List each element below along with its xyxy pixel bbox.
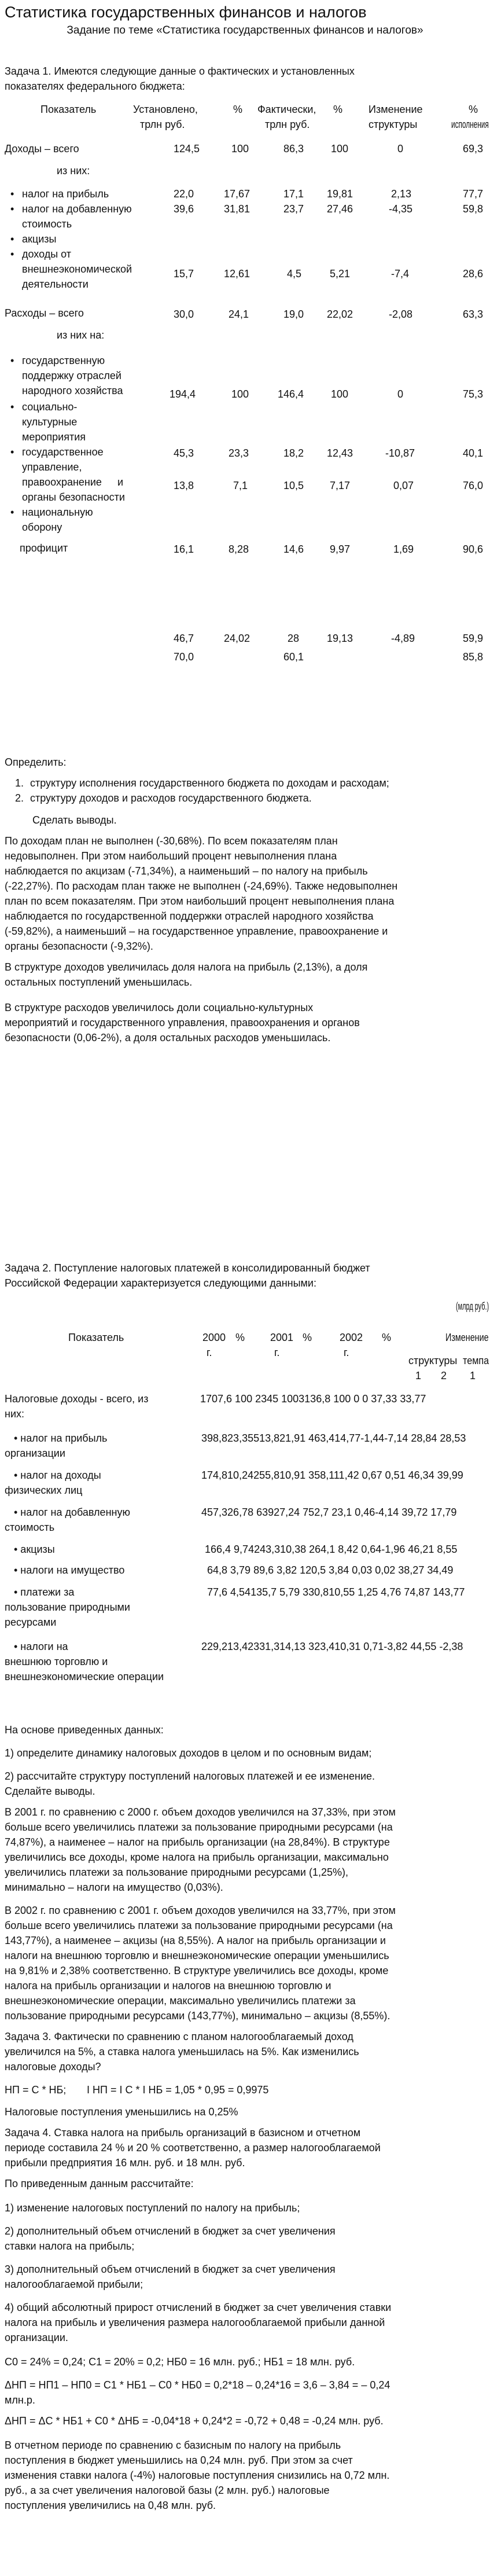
t1-vat-c6: -4,35 bbox=[389, 203, 413, 215]
task4-conclusion-line4: руб., а за счет увеличения налоговой базы (2 млн. руб.) налоговые bbox=[5, 2485, 330, 2496]
t1-header-pct-1: % bbox=[233, 104, 243, 115]
task4-conclusion-line1: В отчетном периоде по сравнению с базисным по налогу на прибыль bbox=[5, 2439, 341, 2451]
t2-p2-line1: В 2002 г. по сравнению с 2001 г. объем доходов увеличился на 33,77%, при этом bbox=[5, 1905, 396, 1916]
t2-row0-label2: них: bbox=[5, 1408, 24, 1420]
t1-admin-label2: управление, bbox=[22, 461, 82, 473]
t1-extra1-c4: 28 bbox=[288, 633, 300, 644]
task4-calc1: ΔНП = НП1 – НП0 = С1 * НБ1 – С0 * НБ0 = 0,2*18 – 0,24*16 = 3,6 – 3,84 = – 0,24 bbox=[5, 2379, 390, 2391]
t1-income-c6: 0 bbox=[397, 143, 404, 155]
t1-conclude: Сделать выводы. bbox=[32, 814, 117, 826]
t1-support-c2: 194,4 bbox=[170, 388, 196, 400]
t1-header-pct-2: % bbox=[333, 104, 343, 115]
task3-formula1: НП = С * НБ; bbox=[5, 2084, 67, 2096]
t2-row7-values: 229,213,42331,314,13 323,410,31 0,71-3,82 44,55 -2,38 bbox=[201, 1641, 463, 1652]
t1-admin-c7b: 76,0 bbox=[463, 480, 484, 491]
t1-income-c4: 86,3 bbox=[283, 143, 304, 155]
task3-intro-line2: увеличился на 5%, а ставка налога уменьшилась на 5%. Как изменились bbox=[5, 2046, 359, 2057]
t2-header-structure: структуры bbox=[408, 1355, 458, 1366]
t1-customs-label3: деятельности bbox=[22, 278, 89, 290]
t1-income-sub: из них: bbox=[57, 165, 90, 177]
t1-expenses-c5: 22,02 bbox=[327, 308, 353, 320]
t1-header-exec-2: исполнения bbox=[451, 119, 489, 130]
t2-row3-label2: стоимость bbox=[5, 1522, 55, 1533]
t1-expenses-c3: 24,1 bbox=[229, 308, 249, 320]
t1-support-c3: 100 bbox=[231, 388, 249, 400]
task2-unit: (млрд руб.) bbox=[456, 1300, 489, 1312]
t1-admin-c4a: 18,2 bbox=[283, 447, 304, 459]
t2-row1-label1: • налог на прибыль bbox=[14, 1432, 108, 1444]
t1-admin-c3a: 23,3 bbox=[229, 447, 249, 459]
t2-row1-values: 398,823,35513,821,91 463,414,77-1,44-7,14 28,84 28,53 bbox=[201, 1432, 466, 1444]
t1-header-change-1: Изменение bbox=[369, 104, 423, 115]
t1-customs-c2: 15,7 bbox=[174, 268, 194, 280]
t2-header-2001: 2001 bbox=[270, 1332, 294, 1343]
t2-row2-label2: физических лиц bbox=[5, 1484, 83, 1496]
task4-conclusion-line5: поступления увеличились на 0,48 млн. руб. bbox=[5, 2500, 216, 2511]
t1-vat-c2: 39,6 bbox=[174, 203, 194, 215]
t1-p3-line3: безопасности (0,06-2%), а доля остальных расходов уменьшилась. bbox=[5, 1032, 331, 1043]
t1-social-label2: культурные bbox=[22, 416, 78, 428]
t2-row0-label1: Налоговые доходы - всего, из bbox=[5, 1393, 149, 1405]
t1-support-c7: 75,3 bbox=[463, 388, 484, 400]
task2-intro-line1: Задача 2. Поступление налоговых платежей в консолидированный бюджет bbox=[5, 1262, 370, 1274]
task4-conclusion-line2: поступления в бюджет уменьшились на 0,24 млн. руб. При этом за счет bbox=[5, 2454, 353, 2466]
task4-c4b: налога на прибыль и увеличения размера налогооблагаемой прибыли данной bbox=[5, 2317, 385, 2328]
bullet-icon: • bbox=[10, 446, 14, 458]
task4-conclusion-line3: изменения ставки налога (-4%) налоговые поступления снизились на 0,72 млн. bbox=[5, 2470, 390, 2481]
t1-header-planned-2: трлн руб. bbox=[140, 119, 185, 130]
task4-c3b: налогооблагаемой прибыли; bbox=[5, 2279, 143, 2290]
t1-surplus-c5: 9,97 bbox=[330, 543, 351, 555]
t1-surplus-c4: 14,6 bbox=[283, 543, 304, 555]
t2-p1-line2: больше всего увеличились платежи за пользование природными ресурсами (на bbox=[5, 1821, 393, 1833]
t2-header-indicator: Показатель bbox=[68, 1332, 124, 1343]
t2-p2-line2: больше всего увеличились платежи за пользование природными ресурсами (на bbox=[5, 1920, 393, 1931]
t1-list-num-2: 2. bbox=[15, 792, 24, 804]
t1-extra1-c2: 46,7 bbox=[174, 633, 194, 644]
t2-p1-line5: увеличились платежи за пользование природными ресурсами (1,25%), bbox=[5, 1866, 349, 1878]
task4-c4c: организации. bbox=[5, 2332, 68, 2343]
t2-q2b: Сделайте выводы. bbox=[5, 1785, 95, 1797]
t1-expenses-c2: 30,0 bbox=[174, 308, 194, 320]
t2-row1-label2: организации bbox=[5, 1447, 65, 1459]
t2-header-change: Изменение bbox=[445, 1332, 489, 1343]
t2-row4-values: 166,4 9,74243,310,38 264,1 8,42 0,64-1,96 46,21 8,55 bbox=[205, 1544, 458, 1555]
t1-admin-label1: государственное bbox=[22, 446, 104, 458]
t1-admin-c2a: 45,3 bbox=[174, 447, 194, 459]
t1-income-c2: 124,5 bbox=[174, 143, 200, 155]
t1-expenses-sub: из них на: bbox=[57, 329, 105, 341]
t2-based-on: На основе приведенных данных: bbox=[5, 1724, 164, 1736]
t1-admin-c5a: 12,43 bbox=[327, 447, 353, 459]
t1-header-actual-1: Фактически, bbox=[257, 104, 316, 115]
task4-intro-line1: Задача 4. Ставка налога на прибыль организаций в базисном и отчетном bbox=[5, 2127, 361, 2138]
t1-customs-c3: 12,61 bbox=[224, 268, 250, 280]
t1-extra1-c3: 24,02 bbox=[224, 633, 250, 644]
t1-vat-label1: налог на добавленную bbox=[22, 203, 132, 215]
t1-vat-c3: 31,81 bbox=[224, 203, 250, 215]
t2-row7-label1: • налоги на bbox=[14, 1641, 68, 1652]
t1-customs-c7: 28,6 bbox=[463, 268, 484, 280]
t1-profit-label: налог на прибыль bbox=[22, 188, 109, 200]
t2-p2-line5: на 9,81% и 2,38% соответственно. В структуре увеличились все доходы, кроме bbox=[5, 1965, 389, 1976]
t1-income-label: Доходы – всего bbox=[5, 143, 79, 155]
t2-row3-values: 457,326,78 63927,24 752,7 23,1 0,46-4,14 39,72 17,79 bbox=[201, 1506, 457, 1518]
t2-row3-label1: • налог на добавленную bbox=[14, 1506, 130, 1518]
t1-admin-c6a: -10,87 bbox=[385, 447, 415, 459]
t2-p1-line6: минимально – налоги на имущество (0,03%). bbox=[5, 1882, 223, 1893]
t1-header-exec-1: % bbox=[469, 104, 478, 115]
t1-list-item-1: структуру исполнения государственного бюджета по доходам и расходам; bbox=[30, 777, 389, 789]
t2-row5-label1: • налоги на имущество bbox=[14, 1564, 125, 1576]
t1-admin-c4b: 10,5 bbox=[283, 480, 304, 491]
bullet-icon: • bbox=[10, 355, 14, 366]
task1-intro-line1: Задача 1. Имеются следующие данные о фактических и установленных bbox=[5, 65, 355, 77]
t1-determine: Определить: bbox=[5, 756, 67, 768]
task4-intro-line2: периоде составила 24 % и 20 % соответственно, а размер налогооблагаемой bbox=[5, 2142, 381, 2154]
bullet-icon: • bbox=[10, 203, 14, 215]
t1-profit-c6: 2,13 bbox=[391, 188, 412, 200]
t1-header-planned-1: Установлено, bbox=[133, 104, 198, 115]
t1-profit-c5: 19,81 bbox=[327, 188, 353, 200]
t1-social-label3: мероприятия bbox=[22, 431, 86, 443]
t2-header-n2: 2 bbox=[441, 1370, 447, 1381]
t1-admin-c6b: 0,07 bbox=[393, 480, 414, 491]
t2-p2-line6: налога на прибыль организации и налогов на внешнюю торговлю и bbox=[5, 1980, 331, 1991]
t1-social-label1: социально- bbox=[22, 401, 78, 413]
t2-row4-label1: • акцизы bbox=[14, 1544, 55, 1555]
t1-customs-label1: доходы от bbox=[22, 248, 72, 260]
t1-extra1-c5: 19,13 bbox=[327, 633, 353, 644]
t2-p1-line1: В 2001 г. по сравнению с 2000 г. объем доходов увеличился на 37,33%, при этом bbox=[5, 1806, 396, 1818]
t1-expenses-c4: 19,0 bbox=[283, 308, 304, 320]
t1-extra2-c7: 85,8 bbox=[463, 651, 484, 663]
bullet-icon: • bbox=[10, 248, 14, 260]
t1-list-item-2: структуру доходов и расходов государственного бюджета. bbox=[30, 792, 312, 804]
t1-profit-c2: 22,0 bbox=[174, 188, 194, 200]
t1-income-c7: 69,3 bbox=[463, 143, 484, 155]
t1-customs-c6: -7,4 bbox=[391, 268, 410, 280]
t1-extra1-c6: -4,89 bbox=[391, 633, 415, 644]
task4-c2b: ставки налога на прибыль; bbox=[5, 2240, 135, 2252]
t1-expenses-label: Расходы – всего bbox=[5, 307, 84, 319]
task4-c2a: 2) дополнительный объем отчислений в бюджет за счет увеличения bbox=[5, 2225, 336, 2237]
t2-q2a: 2) рассчитайте структуру поступлений налоговых платежей и ее изменение. bbox=[5, 1770, 375, 1782]
t1-extra1-c7: 59,9 bbox=[463, 633, 484, 644]
t1-admin-c7a: 40,1 bbox=[463, 447, 484, 459]
t2-row2-values: 174,810,24255,810,91 358,111,42 0,67 0,51 46,34 39,99 bbox=[201, 1469, 463, 1481]
t2-q1: 1) определите динамику налоговых доходов в целом и по основным видам; bbox=[5, 1747, 372, 1759]
t1-surplus-c3: 8,28 bbox=[229, 543, 249, 555]
t1-p1-line7: (-59,82%), а наименьший – на государственное управление, правоохранение и bbox=[5, 925, 388, 937]
bullet-icon: • bbox=[10, 233, 14, 245]
t2-header-pct-2: % bbox=[303, 1332, 312, 1343]
t1-admin-label3a: правоохранение bbox=[22, 476, 102, 488]
t2-header-pct-3: % bbox=[382, 1332, 392, 1343]
t2-row7-label3: внешнеэкономические операции bbox=[5, 1671, 164, 1682]
t1-profit-c4: 17,1 bbox=[283, 188, 304, 200]
t2-header-2001-g: г. bbox=[274, 1347, 280, 1358]
task4-values-line: С0 = 24% = 0,24; С1 = 20% = 0,2; НБ0 = 16 млн. руб.; НБ1 = 18 млн. руб. bbox=[5, 2356, 355, 2368]
t1-vat-c7: 59,8 bbox=[463, 203, 484, 215]
t1-p3-line1: В структуре расходов увеличилось доли социально-культурных bbox=[5, 1002, 314, 1013]
t1-header-change-2: структуры bbox=[369, 119, 418, 130]
t1-header-indicator: Показатель bbox=[40, 104, 97, 115]
task3-intro-line3: налоговые доходы? bbox=[5, 2061, 101, 2072]
t1-admin-c5b: 7,17 bbox=[330, 480, 351, 491]
task4-calc1b: млн.р. bbox=[5, 2394, 35, 2406]
t1-p1-line8: органы безопасности (-9,32%). bbox=[5, 940, 153, 952]
t2-row6-label3: ресурсами bbox=[5, 1616, 57, 1628]
t1-p1-line5: план по всем показателям. При этом наибольший процент невыполнения плана bbox=[5, 895, 395, 907]
t1-admin-c3b: 7,1 bbox=[233, 480, 248, 491]
t1-p2-line1: В структуре доходов увеличилась доля налога на прибыль (2,13%), а доля bbox=[5, 961, 368, 973]
t2-p1-line4: увеличились все доходы, кроме налога на прибыль организации, максимально bbox=[5, 1851, 389, 1863]
t1-income-c5: 100 bbox=[331, 143, 349, 155]
t1-customs-label2: внешнеэкономической bbox=[22, 263, 132, 275]
task2-intro-line2: Российской Федерации характеризуется следующими данными: bbox=[5, 1277, 316, 1289]
t2-row5-values: 64,8 3,79 89,6 3,82 120,5 3,84 0,03 0,02 38,27 34,49 bbox=[207, 1564, 454, 1576]
t2-header-n3: 1 bbox=[470, 1370, 476, 1381]
t1-surplus-c7: 90,6 bbox=[463, 543, 484, 555]
t2-header-pct-1: % bbox=[235, 1332, 245, 1343]
t2-header-tempa: темпа bbox=[463, 1355, 489, 1366]
t1-support-label3: народного хозяйства bbox=[22, 385, 123, 396]
t1-income-c3: 100 bbox=[231, 143, 249, 155]
t1-defense-label1: национальную bbox=[22, 506, 93, 518]
t1-excise-label: акцизы bbox=[22, 233, 57, 245]
bullet-icon: • bbox=[10, 401, 14, 413]
t1-admin-c2b: 13,8 bbox=[174, 480, 194, 491]
t2-header-2000-g: г. bbox=[207, 1347, 212, 1358]
t2-row7-label2: внешнюю торговлю и bbox=[5, 1656, 108, 1667]
t2-p1-line3: 74,87%), а наименее – налог на прибыль организации (на 28,84%). В структуре bbox=[5, 1836, 390, 1848]
t2-p2-line8: пользование природными ресурсами (143,77%), минимально – акцизы (8,55%). bbox=[5, 2010, 390, 2022]
t2-p2-line7: внешнеэкономические операции, максимально увеличились платежи за bbox=[5, 1995, 356, 2007]
t1-expenses-c7: 63,3 bbox=[463, 308, 484, 320]
document-subtitle: Задание по теме «Статистика государственных финансов и налогов» bbox=[67, 24, 423, 36]
t1-vat-label2: стоимость bbox=[22, 218, 72, 230]
t1-expenses-c6: -2,08 bbox=[389, 308, 413, 320]
t1-vat-c4: 23,7 bbox=[283, 203, 304, 215]
task4-calc-intro: По приведенным данным рассчитайте: bbox=[5, 2178, 194, 2189]
t1-extra2-c4: 60,1 bbox=[283, 651, 304, 663]
t1-p1-line6: наблюдается по государственной поддержки отраслей народного хозяйства bbox=[5, 910, 374, 922]
t1-admin-label4: органы безопасности bbox=[22, 491, 125, 503]
t2-p2-line3: 143,77%), а наименее – акцизы (на 8,55%). А налог на прибыль организации и bbox=[5, 1935, 386, 1946]
t2-header-2000: 2000 bbox=[202, 1332, 226, 1343]
task4-c3a: 3) дополнительный объем отчислений в бюджет за счет увеличения bbox=[5, 2263, 336, 2275]
t1-support-c4: 146,4 bbox=[278, 388, 304, 400]
t1-support-label2: поддержку отраслей bbox=[22, 370, 121, 381]
t1-p1-line3: наблюдается по акцизам (-71,34%), а наименьший – по налогу на прибыль bbox=[5, 865, 368, 877]
task3-intro-line1: Задача 3. Фактически по сравнению с планом налогооблагаемый доход bbox=[5, 2031, 353, 2042]
task3-formula2: I НП = I С * I НБ = 1,05 * 0,95 = 0,9975 bbox=[87, 2084, 269, 2096]
t1-surplus-c2: 16,1 bbox=[174, 543, 194, 555]
t1-p1-line1: По доходам план не выполнен (-30,68%). По всем показателям план bbox=[5, 835, 338, 847]
t1-list-num-1: 1. bbox=[15, 777, 24, 789]
t2-header-2002-g: г. bbox=[344, 1347, 349, 1358]
t2-row6-label1: • платежи за bbox=[14, 1586, 75, 1598]
bullet-icon: • bbox=[10, 506, 14, 518]
t2-row6-values: 77,6 4,54135,7 5,79 330,810,55 1,25 4,76 74,87 143,77 bbox=[207, 1586, 465, 1598]
t1-vat-c5: 27,46 bbox=[327, 203, 353, 215]
t2-row2-label1: • налог на доходы bbox=[14, 1469, 101, 1481]
task3-result: Налоговые поступления уменьшились на 0,25% bbox=[5, 2106, 238, 2118]
t1-admin-label3b: и bbox=[117, 476, 124, 488]
bullet-icon: • bbox=[10, 188, 14, 200]
t2-row0-values: 1707,6 100 2345 1003136,8 100 0 0 37,33 33,77 bbox=[200, 1393, 426, 1405]
task1-intro-line2: показателях федерального бюджета: bbox=[5, 80, 185, 92]
t1-p3-line2: мероприятий и государственного управления, правоохранения и органов bbox=[5, 1017, 360, 1028]
t1-customs-c5: 5,21 bbox=[330, 268, 351, 280]
t1-profit-c3: 17,67 bbox=[224, 188, 250, 200]
document-title: Статистика государственных финансов и налогов bbox=[5, 3, 367, 21]
task4-intro-line3: прибыли предприятия 16 млн. руб. и 18 млн. руб. bbox=[5, 2157, 245, 2169]
t1-surplus-c6: 1,69 bbox=[393, 543, 414, 555]
t1-profit-c7: 77,7 bbox=[463, 188, 484, 200]
t2-p2-line4: налоги на внешнюю торговлю и внешнеэкономические операции уменьшились bbox=[5, 1950, 389, 1961]
t2-row6-label2: пользование природными bbox=[5, 1601, 130, 1613]
t1-p1-line4: (-22,27%). По расходам план также не выполнен (-24,69%). Также недовыполнен bbox=[5, 880, 398, 892]
t2-header-n1: 1 bbox=[415, 1370, 422, 1381]
t1-surplus-label: профицит bbox=[20, 542, 68, 554]
t1-header-actual-2: трлн руб. bbox=[265, 119, 310, 130]
t1-support-label1: государственную bbox=[22, 355, 105, 366]
t1-customs-c4: 4,5 bbox=[287, 268, 302, 280]
t1-defense-label2: оборону bbox=[22, 521, 62, 533]
t1-support-c5: 100 bbox=[331, 388, 349, 400]
task4-calc2: ΔНП = ΔС * НБ1 + С0 * ΔНБ = -0,04*18 + 0,24*2 = -0,72 + 0,48 = -0,24 млн. руб. bbox=[5, 2415, 384, 2427]
task4-c1: 1) изменение налоговых поступлений по налогу на прибыль; bbox=[5, 2202, 300, 2214]
t1-p2-line2: остальных поступлений уменьшилась. bbox=[5, 976, 193, 988]
task4-c4a: 4) общий абсолютный прирост отчислений в бюджет за счет увеличения ставки bbox=[5, 2302, 392, 2313]
t2-header-2002: 2002 bbox=[340, 1332, 363, 1343]
t1-p1-line2: недовыполнен. При этом наибольший процент невыполнения плана bbox=[5, 850, 337, 862]
t1-support-c6: 0 bbox=[397, 388, 404, 400]
t1-extra2-c2: 70,0 bbox=[174, 651, 194, 663]
